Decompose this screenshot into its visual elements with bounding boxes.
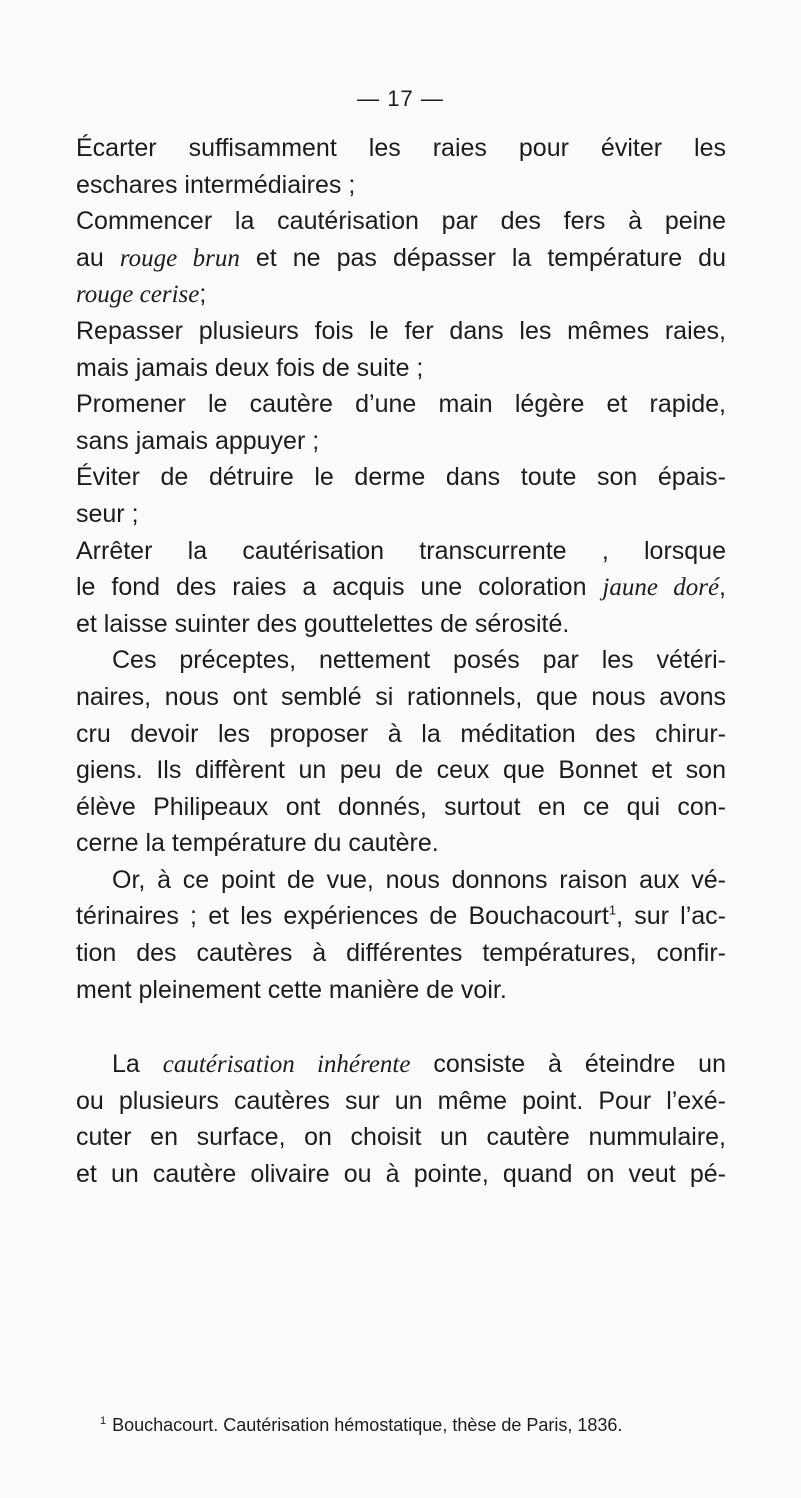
text-line [76, 898, 726, 935]
text-line: Promener le cautère d’une main légère et rapide, [76, 390, 726, 419]
text-line: cru devoir les proposer à la méditation des chirur- [76, 719, 726, 748]
body-text [76, 130, 726, 1193]
italic-term: jaune doré [602, 574, 720, 602]
footnote [100, 1415, 740, 1436]
text-line: sans jamais appuyer ; [76, 426, 320, 455]
text-line: naires, nous ont semblé si rationnels, que nous avons [76, 682, 726, 711]
text-run: térinaires ; et les expériences de Bouchacourt [76, 902, 609, 931]
text-line: Arrêter la cautérisation transcurrente , lorsque [76, 536, 726, 565]
text-run: , sur l’ac- [616, 902, 726, 931]
text-line: cerne la température du cautère. [76, 829, 439, 858]
text-line: ou plusieurs cautères sur un même point. Pour l’exé- [76, 1086, 726, 1115]
text-run: et ne pas dépasser la température du [239, 243, 726, 272]
italic-term: rouge brun [119, 244, 240, 272]
text-run: ; [199, 280, 207, 309]
footnote-text: Bouchacourt. Cautérisation hémostatique, thèse de Paris, 1836. [112, 1415, 623, 1435]
footnote-reference: 1 [608, 903, 617, 919]
text-line [76, 276, 726, 313]
text-line: et laisse suinter des gouttelettes de sérosité. [76, 609, 570, 638]
text-line: Repasser plusieurs fois le fer dans les mêmes raies, [76, 316, 726, 345]
footnote-marker: 1 [100, 1415, 107, 1427]
text-line [76, 569, 726, 606]
text-line: Or, à ce point de vue, nous donnons raison aux vé- [112, 865, 726, 894]
text-run: , [719, 573, 726, 602]
text-line [76, 240, 726, 277]
text-line: tion des cautères à différentes températures, confir- [76, 939, 726, 968]
italic-term: cautérisation inhérente [162, 1051, 411, 1079]
text-line: élève Philipeaux ont donnés, surtout en ce qui con- [76, 792, 726, 821]
text-line: ment pleinement cette manière de voir. [76, 975, 507, 1004]
text-run: La [112, 1050, 163, 1079]
page-number: — 17 — [357, 86, 444, 111]
text-line: seur ; [76, 499, 139, 528]
text-run: le fond des raies a acquis une coloration [76, 573, 603, 602]
text-line: Éviter de détruire le derme dans toute son épais- [76, 463, 726, 492]
text-line: Commencer la cautérisation par des fers à peine [76, 207, 726, 236]
italic-term: rouge cerise [76, 281, 200, 309]
text-line: Écarter suffisamment les raies pour éviter les [76, 134, 726, 162]
text-line: cuter en surface, on choisit un cautère nummulaire, [76, 1123, 726, 1152]
text-line: eschares intermédiaires ; [76, 170, 356, 199]
text-line: giens. Ils diffèrent un peu de ceux que Bonnet et son [76, 756, 726, 785]
text-line: Ces préceptes, nettement posés par les vétéri- [112, 646, 726, 675]
paragraph-gap [76, 1008, 726, 1046]
text-run: consiste à éteindre un [410, 1050, 726, 1079]
text-line: mais jamais deux fois de suite ; [76, 353, 424, 382]
text-run: au [76, 243, 120, 272]
text-line: et un cautère olivaire ou à pointe, quand on veut pé- [76, 1160, 726, 1189]
text-line [76, 1046, 726, 1083]
